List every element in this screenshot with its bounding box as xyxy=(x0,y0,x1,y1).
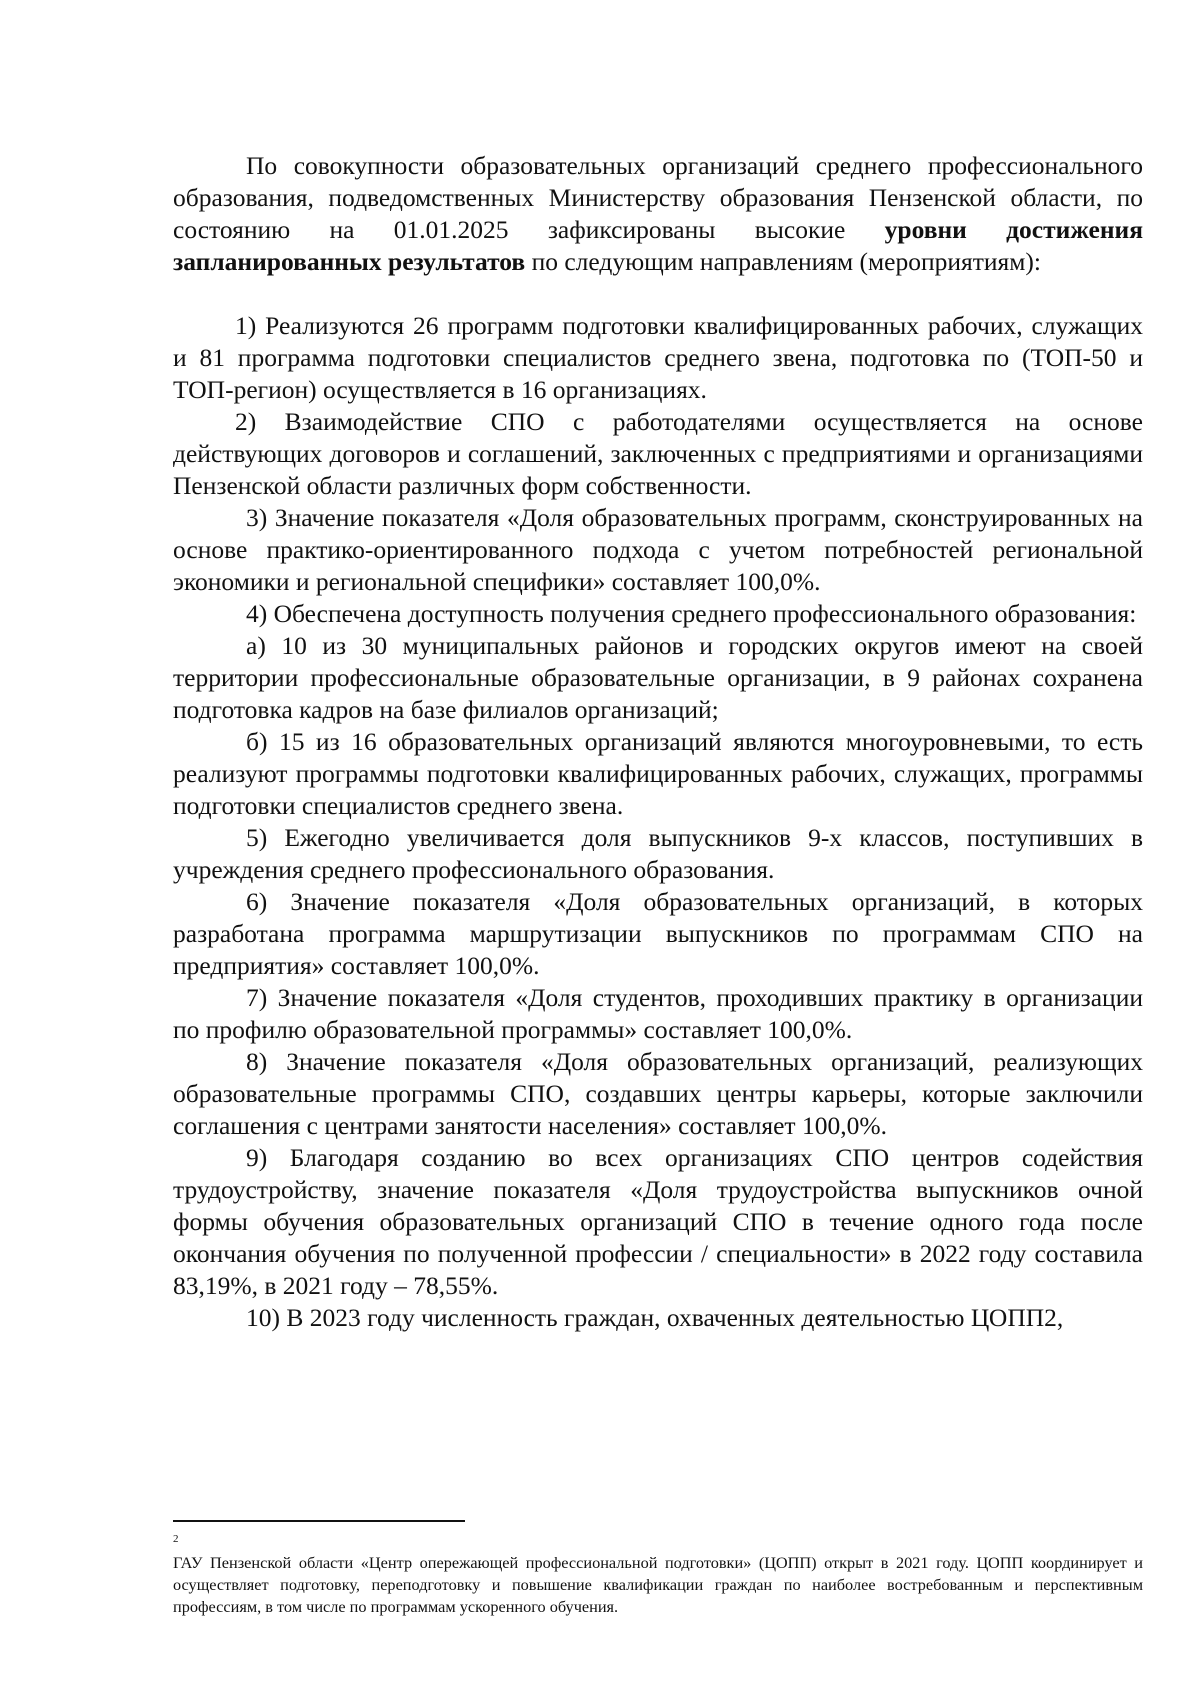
list-subitem-b: б) 15 из 16 образовательных организаций являются многоуровневыми, то есть реализуют программы подготовки квалифицированных рабочих, служащих, программы подготовки специалистов среднего звена. xyxy=(173,727,1143,820)
footnote-separator xyxy=(173,1520,465,1522)
list-item-1: 1) Реализуются 26 программ подготовки квалифицированных рабочих, служащих и 81 программа подготовки специалистов среднего звена, подготовка по (ТОП-50 и ТОП-регион) осуществляется в 16 организациях. xyxy=(173,311,1143,404)
intro-text: По совокупности образовательных организаций среднего профессионального образования, подведомственных Министерству образования Пензенской области, по состоянию на 01.01.2025 зафиксированы высокие xyxy=(173,151,1143,244)
list-item-3: 3) Значение показателя «Доля образовательных программ, сконструированных на основе практико-ориентированного подхода с учетом потребностей региональной экономики и региональной специфики» составляет 100,0%. xyxy=(173,503,1143,596)
footnote-text: ГАУ Пензенской области «Центр опережающей профессиональной подготовки» (ЦОПП) открыт в 2021 году. ЦОПП координирует и осуществляет подготовку, переподготовку и повышение квалификации граждан по наиболее востребованным и перспективным профессиям, в том числе по программам ускоренного обучения. xyxy=(173,1553,1143,1616)
list-item-2: 2) Взаимодействие СПО с работодателями осуществляется на основе действующих договоров и соглашений, заключенных с предприятиями и организациями Пензенской области различных форм собственности. xyxy=(173,407,1143,500)
list-item-9: 9) Благодаря созданию во всех организациях СПО центров содействия трудоустройству, значение показателя «Доля трудоустройства выпускников очной формы обучения образовательных организаций СПО в течение одного года после окончания обучения по полученной профессии / специальности» в 2022 году составила 83,19%, в 2021 году – 78,55%. xyxy=(173,1143,1143,1300)
document-body xyxy=(173,150,1143,1334)
list-subitem-a: а) 10 из 30 муниципальных районов и городских округов имеют на своей территории профессиональные образовательные организации, в 9 районах сохранена подготовка кадров на базе филиалов организаций; xyxy=(173,631,1143,724)
list-item-4: 4) Обеспечена доступность получения среднего профессионального образования: xyxy=(246,599,1137,628)
list-item-10: 10) В 2023 году численность граждан, охваченных деятельностью ЦОПП2, xyxy=(246,1303,1064,1332)
footnote-mark: 2 xyxy=(173,1533,179,1545)
intro-paragraph xyxy=(173,150,1143,278)
list-item-8: 8) Значение показателя «Доля образовательных организаций, реализующих образовательные программы СПО, создавших центры карьеры, которые заключили соглашения с центрами занятости населения» составляет 100,0%. xyxy=(173,1047,1143,1140)
intro-text-end: по следующим направлениям (мероприятиям): xyxy=(525,247,1042,276)
list-item-6: 6) Значение показателя «Доля образовательных организаций, в которых разработана программа маршрутизации выпускников по программам СПО на предприятия» составляет 100,0%. xyxy=(173,887,1143,980)
list-item-5: 5) Ежегодно увеличивается доля выпускников 9-х классов, поступивших в учреждения среднего профессионального образования. xyxy=(173,823,1143,884)
footnote xyxy=(173,1532,1143,1618)
list-item-7: 7) Значение показателя «Доля студентов, проходивших практику в организации по профилю образовательной программы» составляет 100,0%. xyxy=(173,983,1143,1044)
intro-bold-text: уровни достижения запланированных результатов xyxy=(173,215,1143,276)
